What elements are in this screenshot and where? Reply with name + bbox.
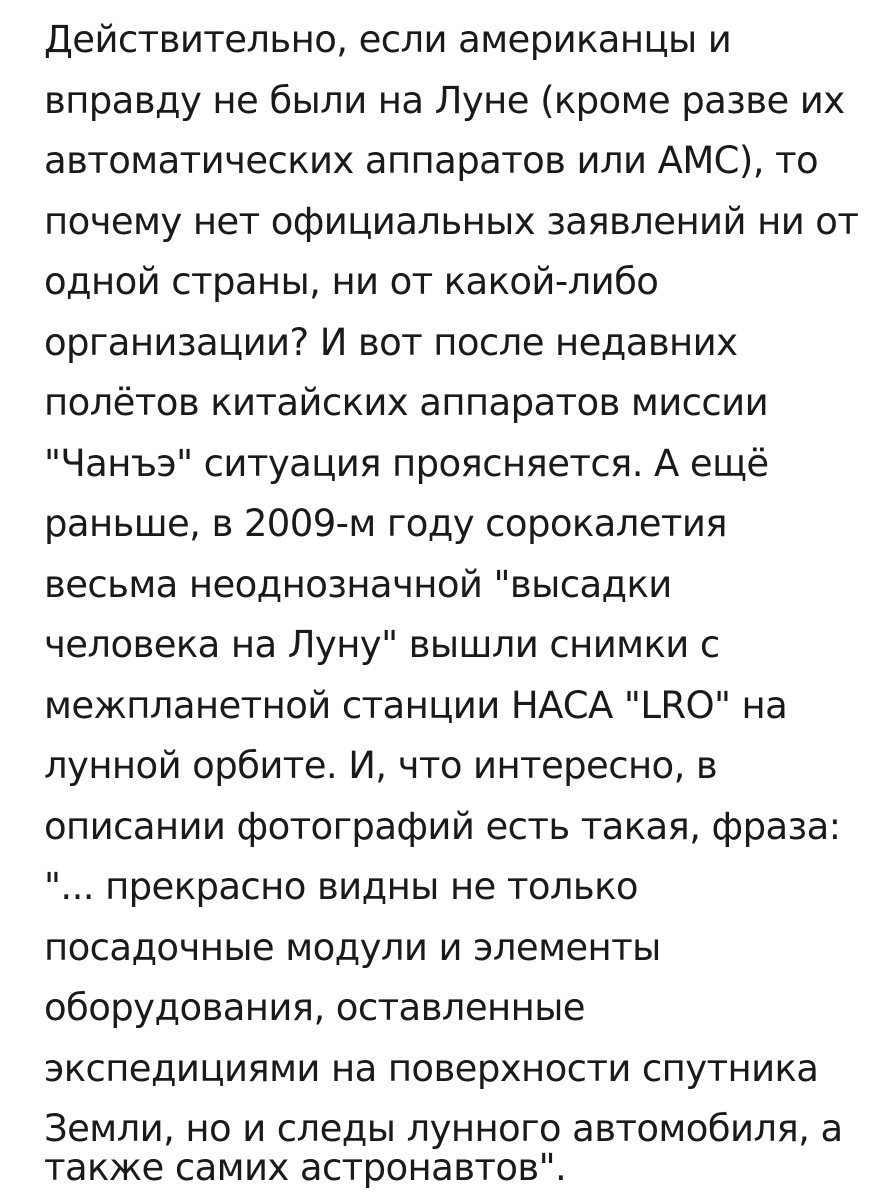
- text-line: полётов китайских аппаратов миссии: [44, 381, 769, 424]
- text-line: вправду не были на Луне (кроме разве их: [44, 79, 845, 122]
- text-line: весьма неоднозначной "высадки: [44, 563, 672, 606]
- text-line: одной страны, ни от какой-либо: [44, 260, 659, 303]
- text-line: "... прекрасно видны не только: [44, 865, 638, 908]
- text-line: автоматических аппаратов или АМС), то: [44, 139, 819, 182]
- text-line: лунной орбите. И, что интересно, в: [44, 744, 718, 787]
- text-line: также самих астронавтов".: [44, 1146, 567, 1189]
- text-line: "Чанъэ" ситуация проясняется. А ещё: [44, 442, 769, 485]
- text-line: экспедициями на поверхности спутника: [44, 1047, 819, 1090]
- text-line: посадочные модули и элементы: [44, 926, 661, 969]
- text-line: организации? И вот после недавних: [44, 321, 738, 364]
- text-line: описании фотографий есть такая, фраза:: [44, 805, 841, 848]
- text-line: межпланетной станции НАСА "LRO" на: [44, 684, 788, 727]
- text-line: оборудования, оставленные: [44, 986, 585, 1029]
- text-line: Действительно, если американцы и: [44, 18, 732, 61]
- text-line: раньше, в 2009-м году сорокалетия: [44, 502, 727, 545]
- text-line: почему нет официальных заявлений ни от: [44, 200, 859, 243]
- text-line: человека на Луну" вышли снимки с: [44, 623, 720, 666]
- text-line: Земли, но и следы лунного автомобиля, а: [44, 1107, 843, 1150]
